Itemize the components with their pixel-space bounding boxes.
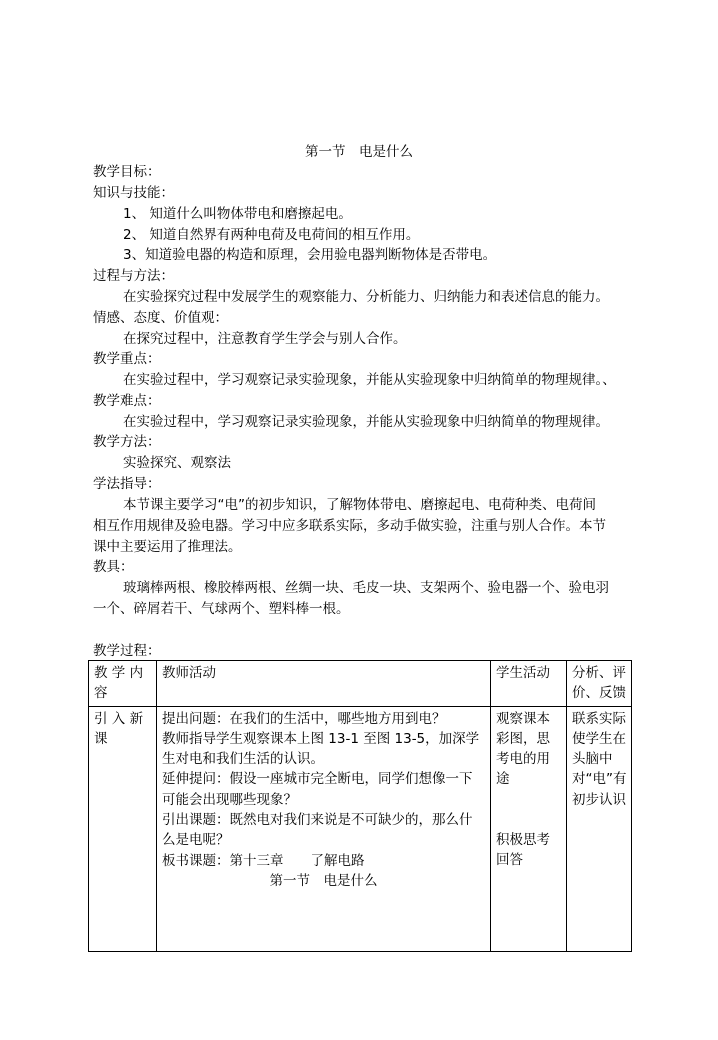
document-title: 第一节 电是什么 (305, 144, 413, 160)
difficulty-text: 在实验过程中，学习观察记录实验现象，并能从实验现象中归纳简单的物理规律。 (123, 414, 609, 430)
emotion-heading: 情感、态度、价值观： (93, 310, 228, 326)
process-heading: 过程与方法： (93, 268, 174, 284)
teaching-process-heading: 教学过程： (93, 643, 161, 659)
student-line: 积极思考回答 (496, 831, 550, 869)
table-row (89, 706, 632, 951)
student-line: 观察课本彩图，思考电的用途 (496, 710, 550, 788)
key-heading: 教学重点： (93, 351, 161, 367)
emotion-text: 在探究过程中，注意教育学生学会与别人合作。 (123, 331, 407, 347)
objectives-heading: 教学目标： (93, 164, 161, 180)
knowledge-item: 2、 知道自然界有两种电荷及电荷间的相互作用。 (123, 227, 420, 243)
process-text: 在实验探究过程中发展学生的观察能力、分析能力、归纳能力和表述信息的能力。 (123, 289, 609, 305)
row-feedback: 联系实际使学生在头脑中对“电”有初步认识 (567, 706, 632, 951)
teacher-line: 第一节 电是什么 (269, 872, 378, 889)
guide-line: 本节课主要学习“电”的初步知识，了解物体带电、磨擦起电、电荷种类、电荷间 (123, 497, 596, 513)
difficulty-heading: 教学难点： (93, 393, 161, 409)
knowledge-item: 1、 知道什么叫物体带电和磨擦起电。 (123, 206, 352, 222)
method-text: 实验探究、观察法 (123, 455, 231, 471)
header-teacher-activity: 教师活动 (157, 661, 491, 707)
row-content: 引 入 新 课 (89, 706, 157, 951)
header-feedback: 分析、评价、反馈 (567, 661, 632, 707)
teaching-process-table (88, 660, 632, 952)
knowledge-item: 3、知道验电器的构造和原理，会用验电器判断物体是否带电。 (123, 247, 497, 263)
header-content: 教 学 内 容 (89, 661, 157, 707)
equipment-line: 玻璃棒两根、橡胶棒两根、丝绸一块、毛皮一块、支架两个、验电器一个、验电羽 (123, 580, 609, 596)
guide-line: 相互作用规律及验电器。学习中应多联系实际，多动手做实验，注重与别人合作。本节 (93, 518, 606, 534)
guide-line: 课中主要运用了推理法。 (93, 539, 242, 555)
guide-heading: 学法指导： (93, 476, 161, 492)
teacher-line: 提出问题：在我们的生活中，哪些地方用到电？ (162, 710, 446, 727)
teacher-line: 教师指导学生观察课本上图 13-1 至图 13-5，加深学生对电和我们生活的认识。 (162, 730, 480, 768)
key-text: 在实验过程中，学习观察记录实验现象，并能从实验现象中归纳简单的物理规律。、 (123, 372, 616, 388)
equipment-line: 一个、碎屑若干、气球两个、塑料棒一根。 (93, 601, 350, 617)
row-teacher-activity (157, 706, 491, 951)
teacher-line: 板书课题：第十三章 了解电路 (162, 852, 365, 869)
row-student-activity (491, 706, 567, 951)
knowledge-heading: 知识与技能： (93, 185, 174, 201)
method-heading: 教学方法： (93, 434, 161, 450)
teacher-line: 引出课题：既然电对我们来说是不可缺少的，那么什么是电呢？ (162, 812, 473, 849)
header-student-activity: 学生活动 (491, 661, 567, 707)
table-header-row (89, 661, 632, 707)
equipment-heading: 教具： (93, 559, 134, 575)
teacher-line: 延伸提问：假设一座城市完全断电，同学们想像一下可能会出现哪些现象？ (162, 771, 473, 808)
